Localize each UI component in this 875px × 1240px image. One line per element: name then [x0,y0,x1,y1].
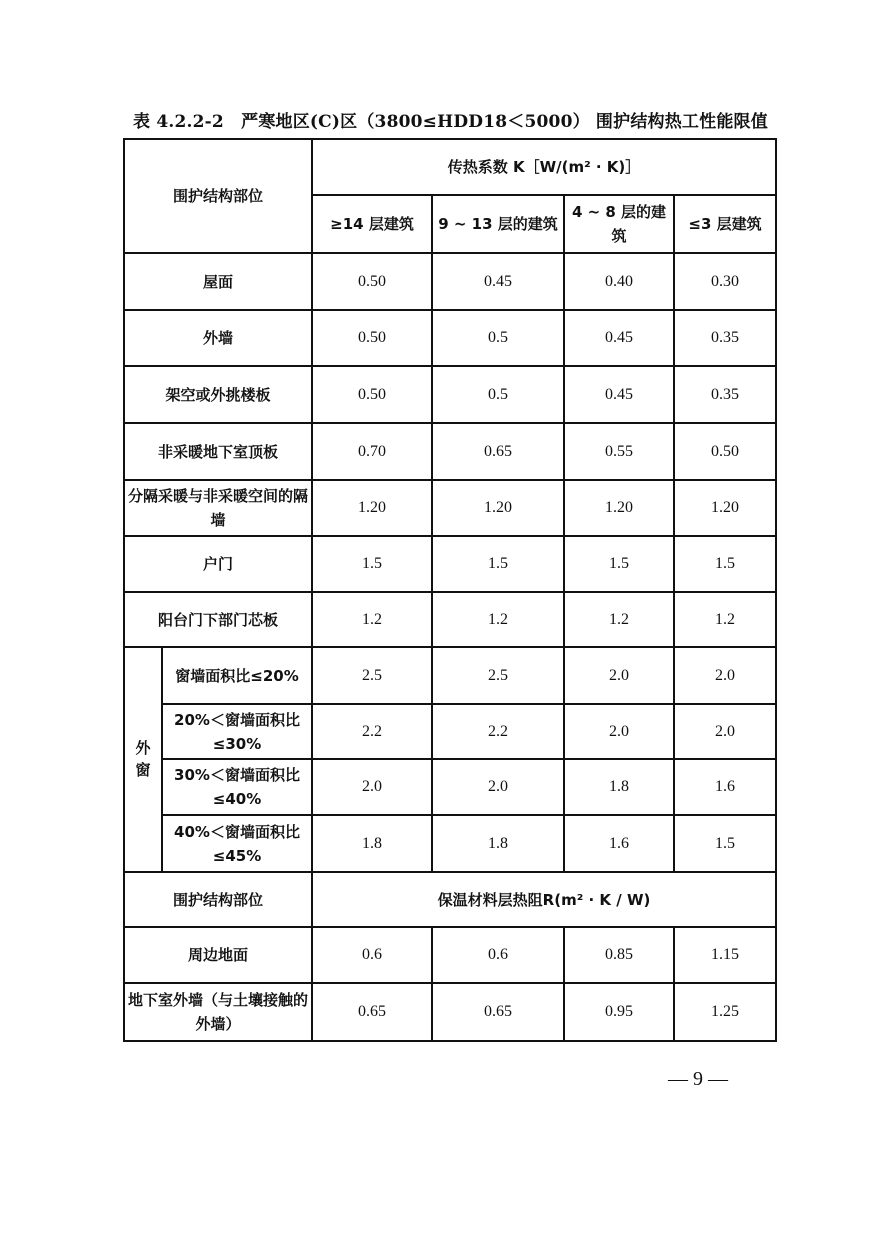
table-cell: 0.50 [312,310,432,366]
table-cell: 1.2 [564,592,674,647]
table-cell: 2.5 [432,647,564,704]
table-cell: 0.65 [432,983,564,1041]
table-cell: 1.20 [564,480,674,536]
table-cell: 1.8 [312,815,432,872]
table-cell: 0.35 [674,366,776,423]
table-cell: 2.0 [674,704,776,759]
table-cell: 2.0 [674,647,776,704]
table-cell: 2.0 [312,759,432,815]
row-label: 架空或外挑楼板 [124,366,312,423]
row-label: 周边地面 [124,927,312,983]
resistance-part-label: 围护结构部位 [124,872,312,927]
window-group-text: 外窗 [135,739,151,779]
table-cell: 1.20 [674,480,776,536]
table-cell: 2.0 [432,759,564,815]
table-row [124,927,776,983]
table-cell: 0.6 [312,927,432,983]
table-row [124,536,776,592]
table-row [124,815,776,872]
table-cell: 1.5 [674,815,776,872]
table-caption: 表 4.2.2-2 严寒地区(C)区（3800≤HDD18＜5000） 围护结构热工性能限值 [133,112,768,132]
table-row [124,423,776,480]
header-part-label: 围护结构部位 [124,139,312,253]
table-cell: 1.20 [312,480,432,536]
table-cell: 0.6 [432,927,564,983]
table-cell: 2.0 [564,647,674,704]
row-label: 30%＜窗墙面积比≤40% [162,759,312,815]
row-label: 分隔采暖与非采暖空间的隔墙 [124,480,312,536]
row-label: 20%＜窗墙面积比≤30% [162,704,312,759]
row-label: 屋面 [124,253,312,310]
table-cell: 0.95 [564,983,674,1041]
table-cell: 2.2 [432,704,564,759]
table-cell: 0.50 [312,253,432,310]
table-row [124,253,776,310]
table-cell: 1.2 [432,592,564,647]
table-cell: 0.40 [564,253,674,310]
table-cell: 1.5 [564,536,674,592]
window-group-label [124,647,162,872]
table-cell: 0.35 [674,310,776,366]
header-col-4: ≤3 层建筑 [674,195,776,253]
table-row [124,592,776,647]
table-cell: 0.65 [432,423,564,480]
table-cell: 1.6 [674,759,776,815]
table-row [124,647,776,704]
header-col-1: ≥14 层建筑 [312,195,432,253]
table-cell: 0.70 [312,423,432,480]
resistance-title: 保温材料层热阻R(m² · K / W) [312,872,776,927]
table-cell: 2.5 [312,647,432,704]
table-cell: 0.50 [312,366,432,423]
row-label: 窗墙面积比≤20% [162,647,312,704]
table-cell: 1.15 [674,927,776,983]
row-label: 户门 [124,536,312,592]
table-row [124,983,776,1041]
table-row [124,366,776,423]
table-cell: 0.55 [564,423,674,480]
header-k-title: 传热系数 K［W/(m² · K)］ [312,139,776,195]
table-cell: 1.8 [564,759,674,815]
thermal-limits-table [123,138,777,1042]
table-cell: 1.20 [432,480,564,536]
table-cell: 1.8 [432,815,564,872]
header-col-3: 4 ~ 8 层的建筑 [564,195,674,253]
header-col-2: 9 ~ 13 层的建筑 [432,195,564,253]
table-cell: 2.2 [312,704,432,759]
table-cell: 1.5 [674,536,776,592]
table-row [124,310,776,366]
table-row [124,480,776,536]
table-cell: 0.45 [432,253,564,310]
table-cell: 1.2 [312,592,432,647]
row-label: 非采暖地下室顶板 [124,423,312,480]
table-cell: 0.50 [674,423,776,480]
row-label: 40%＜窗墙面积比≤45% [162,815,312,872]
table-cell: 1.6 [564,815,674,872]
table-cell: 1.5 [312,536,432,592]
table-cell: 0.65 [312,983,432,1041]
table-cell: 0.30 [674,253,776,310]
table-cell: 1.2 [674,592,776,647]
table-cell: 0.5 [432,310,564,366]
row-label: 外墙 [124,310,312,366]
page-number: — 9 — [668,1068,728,1090]
row-label: 地下室外墙（与土壤接触的外墙） [124,983,312,1041]
table-cell: 0.45 [564,366,674,423]
table-row [124,704,776,759]
table-row [124,759,776,815]
table-cell: 0.85 [564,927,674,983]
row-label: 阳台门下部门芯板 [124,592,312,647]
table-cell: 0.45 [564,310,674,366]
table-cell: 1.5 [432,536,564,592]
table-cell: 2.0 [564,704,674,759]
table-cell: 1.25 [674,983,776,1041]
table-cell: 0.5 [432,366,564,423]
